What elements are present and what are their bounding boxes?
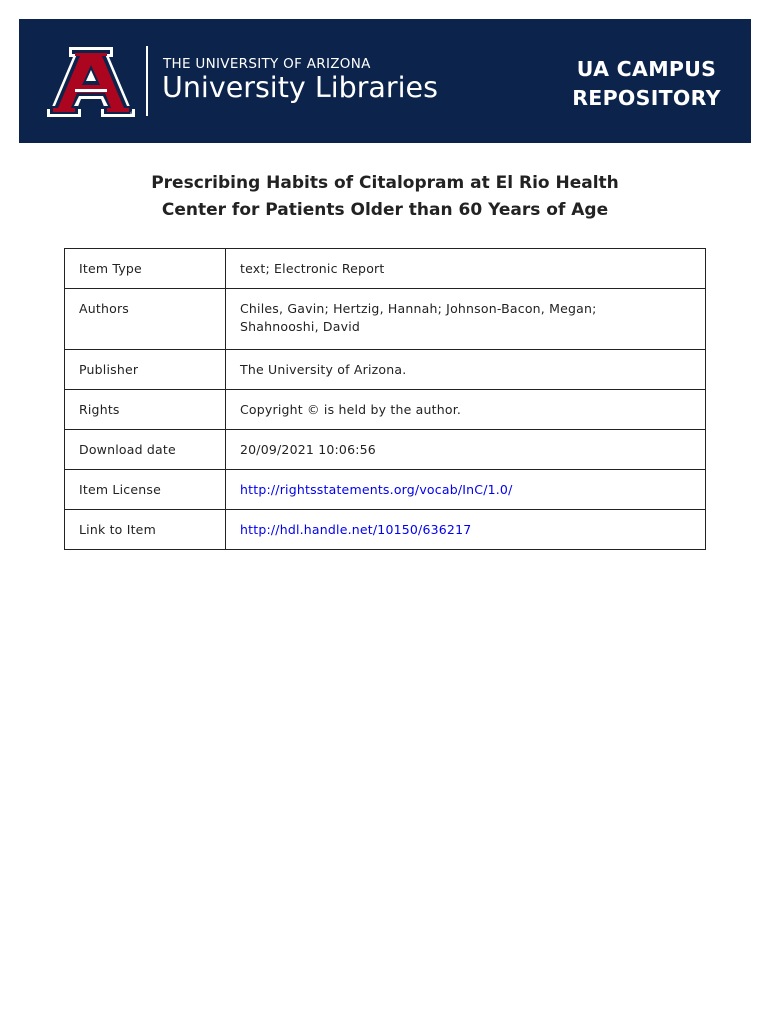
item-type-label: Item Type — [65, 249, 226, 289]
repository-name-line2: REPOSITORY — [572, 86, 721, 110]
download-date-label: Download date — [65, 430, 226, 470]
authors-value-line2: Shahnooshi, David — [240, 319, 361, 334]
library-name: University Libraries — [162, 71, 438, 104]
item-license-link[interactable]: http://rightsstatements.org/vocab/InC/1.0/ — [240, 482, 513, 497]
rights-value: Copyright © is held by the author. — [226, 390, 706, 430]
authors-value — [226, 289, 706, 350]
document-title — [60, 170, 710, 224]
publisher-value: The University of Arizona. — [226, 350, 706, 390]
banner-divider — [146, 46, 148, 116]
download-date-value: 20/09/2021 10:06:56 — [226, 430, 706, 470]
table-row — [65, 350, 706, 390]
document-title-line2: Center for Patients Older than 60 Years of Age — [161, 200, 609, 220]
table-row — [65, 510, 706, 550]
repository-name — [539, 55, 754, 113]
item-license-label: Item License — [65, 470, 226, 510]
link-to-item-cell — [226, 510, 706, 550]
item-license-cell — [226, 470, 706, 510]
repository-banner — [19, 19, 751, 143]
university-of-arizona-logo-icon — [45, 45, 137, 119]
table-row — [65, 470, 706, 510]
table-row — [65, 289, 706, 350]
authors-label: Authors — [65, 289, 226, 350]
publisher-label: Publisher — [65, 350, 226, 390]
document-title-line1: Prescribing Habits of Citalopram at El Rio Health — [151, 173, 619, 193]
table-row — [65, 249, 706, 289]
metadata-table — [64, 248, 706, 550]
authors-value-line1: Chiles, Gavin; Hertzig, Hannah; Johnson-Bacon, Megan; — [240, 301, 597, 316]
svg-text:®: ® — [129, 111, 136, 119]
rights-label: Rights — [65, 390, 226, 430]
table-row — [65, 430, 706, 470]
link-to-item-link[interactable]: http://hdl.handle.net/10150/636217 — [240, 522, 472, 537]
university-name: THE UNIVERSITY OF ARIZONA — [163, 56, 371, 72]
repository-name-line1: UA CAMPUS — [576, 57, 717, 81]
table-row — [65, 390, 706, 430]
item-type-value: text; Electronic Report — [226, 249, 706, 289]
link-to-item-label: Link to Item — [65, 510, 226, 550]
